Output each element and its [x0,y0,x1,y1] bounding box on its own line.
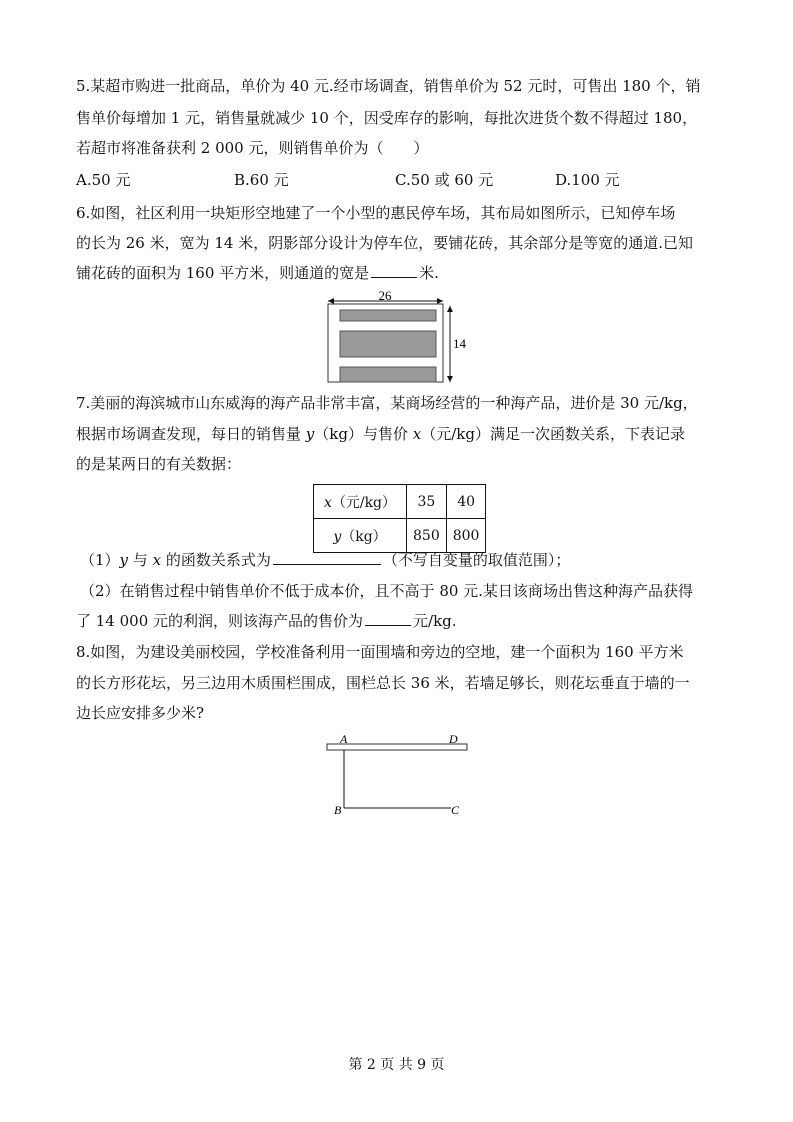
arrow-left-icon [328,298,334,304]
q7-price-blank[interactable] [365,611,411,626]
label-c: C [451,803,460,817]
table-cell: 35 [407,485,447,519]
table-header-x [314,485,407,519]
label-a: A [340,732,348,746]
q7-sub-1-post: （不写自变量的取值范围）； [382,551,571,569]
table-row [314,519,486,553]
q5-option-b: B.60 元 [234,171,289,189]
table-header-y [314,519,407,553]
arrow-up-icon [447,306,453,312]
q7-sub-2-line-2 [76,611,457,631]
q7-sub-2-line-1: （2）在销售过程中销售单价不低于成本价，且不高于 80 元.某日该商场出售这种海产品获得 [80,582,693,600]
var-y: y [119,551,129,569]
page-footer: 第 2 页 共 9 页 [348,1057,445,1073]
q6-line-1: 6.如图，社区利用一块矩形空地建了一个小型的惠民停车场，其布局如图所示，已知停车场 [76,204,676,222]
q5-option-d: D.100 元 [555,171,620,189]
var-x: x [323,494,332,511]
var-x: x [412,425,422,443]
flowerbed-figure [320,730,480,820]
label-b: B [334,803,342,817]
q7-line-2-b: （kg）与售价 [314,425,413,443]
q7-sub-1-mid2: 的函数关系式为 [161,551,271,569]
q7-line-2 [76,424,685,444]
header-unit: （元/kg） [331,494,397,511]
q7-sub-2-unit: 元/kg. [413,612,457,630]
parking-spaces-row-2 [340,331,436,357]
table-cell: 40 [446,485,486,519]
var-x: x [152,551,162,569]
q7-sub-1-mid1: 与 [128,551,153,569]
q8-line-3: 边长应安排多少米? [76,704,205,722]
q8-line-1: 8.如图，为建设美丽校园，学校准备利用一面围墙和旁边的空地，建一个面积为 160 平方米 [76,643,684,661]
parking-spaces-row-1 [340,310,436,321]
q5-line-3: 若超市将准备获利 2 000 元，则销售单价为（ ） [76,139,429,157]
q5-option-a: A.50 元 [76,171,131,189]
q7-line-2-c: （元/kg）满足一次函数关系，下表记录 [421,425,685,443]
q6-line-3-text: 铺花砖的面积为 160 平方米，则通道的宽是 [76,264,370,282]
parking-lot-figure [318,288,478,384]
table-cell: 800 [446,519,486,553]
table-row [314,485,486,519]
q8-line-2: 的长方形花坛，另三边用木质围栏围成，围栏总长 36 米，若墙足够长，则花坛垂直于墙的一 [76,674,690,692]
q7-data-table [313,484,486,553]
q7-sub-2-text: 了 14 000 元的利润，则该海产品的售价为 [76,612,364,630]
width-label: 26 [378,288,392,303]
var-y: y [333,528,342,545]
wall [327,744,467,750]
q6-line-3 [76,263,439,283]
parking-spaces-row-3 [340,367,436,382]
header-unit: （kg） [341,528,387,545]
q7-line-2-a: 根据市场调查发现，每日的销售量 [76,425,306,443]
q6-line-3-unit: 米. [419,264,439,282]
q5-option-c: C.50 或 60 元 [395,171,494,189]
table-cell: 850 [407,519,447,553]
q7-line-1: 7.美丽的海滨城市山东威海的海产品非常丰富，某商场经营的一种海产品，进价是 30 元/kg， [76,394,698,412]
q7-sub-1-num: （1） [80,551,120,569]
q6-answer-blank[interactable] [371,263,417,278]
q5-line-1: 5.某超市购进一批商品，单价为 40 元.经市场调查，销售单价为 52 元时，可售出 180 个，销 [76,77,701,95]
q7-sub-1 [80,550,570,570]
arrow-right-icon [437,298,443,304]
q6-line-2: 的长为 26 米，宽为 14 米，阴影部分设计为停车位，要铺花砖，其余部分是等宽的通道.已知 [76,234,694,252]
q7-line-3: 的是某两日的有关数据： [76,455,242,473]
q5-line-2: 售单价每增加 1 元，销售量就减少 10 个，因受库存的影响，每批次进货个数不得超过 180， [76,109,698,127]
q7-function-blank[interactable] [273,550,381,565]
arrow-down-icon [447,376,453,382]
height-label: 14 [453,336,466,351]
var-y: y [305,425,315,443]
label-d: D [449,732,458,746]
